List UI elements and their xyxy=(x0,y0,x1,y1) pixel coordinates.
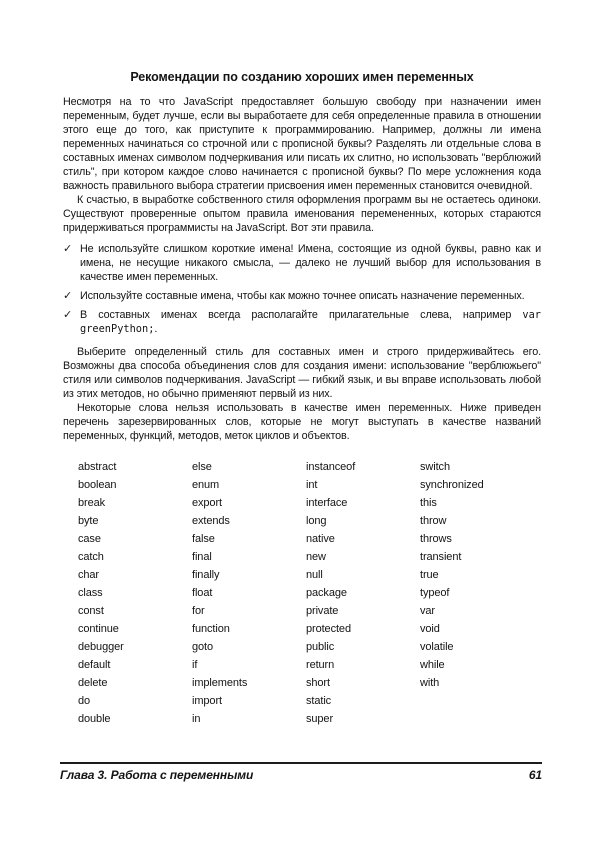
reserved-word: false xyxy=(192,533,215,545)
reserved-word: catch xyxy=(78,551,104,563)
reserved-word: extends xyxy=(192,515,230,527)
reserved-word: void xyxy=(420,623,440,635)
reserved-word: native xyxy=(306,533,335,545)
reserved-word: return xyxy=(306,659,335,671)
reserved-word: char xyxy=(78,569,99,581)
paragraph-style-choice: Выберите определенный стиль для составных имен и строго придерживайтесь его. Возможны два способа объединения слов для создания имени: использование "верблюжьего" стиля или символов подчеркивания. JavaScript — гибкий язык, и вы вправе использовать любой из этих методов, но обычно применяют первый из них. xyxy=(63,346,541,400)
rule-item xyxy=(63,308,541,336)
paragraph-rules-intro: К счастью, в выработке собственного стиля оформления программ вы не остаетесь одиноки. Существуют проверенные опытом правила именования перемененных, которых стараются придерживаться программисты на JavaScript. Вот эти правила. xyxy=(63,194,541,234)
reserved-word: with xyxy=(420,677,440,689)
reserved-word: finally xyxy=(192,569,220,581)
paragraph-reserved-intro: Некоторые слова нельзя использовать в качестве имен переменных. Ниже приведен перечень зарезервированных слов, которые не могут выступать в качестве названий переменных, функций, методов, меток циклов и объектов. xyxy=(63,402,541,442)
checkmark-icon: ✓ xyxy=(63,290,73,302)
reserved-word: switch xyxy=(420,461,450,473)
reserved-word: null xyxy=(306,569,323,581)
reserved-word: instanceof xyxy=(306,461,356,473)
rule-text: Не используйте слишком короткие имена! Имена, состоящие из одной буквы, равно как и имена, не несущие никакого смысла, — далеко не лучший выбор для использования в качестве имен переменных. xyxy=(80,243,541,283)
reserved-word: throws xyxy=(420,533,452,545)
reserved-word: typeof xyxy=(420,587,450,599)
reserved-word: private xyxy=(306,605,339,617)
reserved-word: static xyxy=(306,695,332,707)
code-snippet: var greenPython; xyxy=(80,309,541,335)
rule-text: . xyxy=(154,323,158,335)
reserved-word: this xyxy=(420,497,437,509)
reserved-word: float xyxy=(192,587,213,599)
reserved-word: var xyxy=(420,605,435,617)
reserved-word: export xyxy=(192,497,222,509)
book-page xyxy=(63,0,541,864)
reserved-word: long xyxy=(306,515,327,527)
reserved-word: case xyxy=(78,533,101,545)
reserved-word: do xyxy=(78,695,91,707)
reserved-word: for xyxy=(192,605,205,617)
reserved-word: new xyxy=(306,551,326,563)
reserved-word: interface xyxy=(306,497,348,509)
naming-rules-list xyxy=(63,242,541,336)
reserved-words-column xyxy=(192,458,306,728)
reserved-words-column xyxy=(420,458,484,728)
rule-text: В составных именах всегда располагайте прилагательные слева, например xyxy=(80,309,523,321)
reserved-word: double xyxy=(78,713,111,725)
footer-rule xyxy=(60,762,542,764)
reserved-word: if xyxy=(192,659,198,671)
reserved-word: while xyxy=(420,659,445,671)
reserved-word: int xyxy=(306,479,318,491)
reserved-word: volatile xyxy=(420,641,454,653)
reserved-word: public xyxy=(306,641,335,653)
checkmark-icon: ✓ xyxy=(63,309,73,321)
reserved-words-column xyxy=(306,458,420,728)
page-number: 61 xyxy=(528,768,542,782)
reserved-word: delete xyxy=(78,677,108,689)
reserved-word: break xyxy=(78,497,106,509)
reserved-word: else xyxy=(192,461,212,473)
reserved-word: package xyxy=(306,587,347,599)
reserved-word: throw xyxy=(420,515,447,527)
reserved-word: import xyxy=(192,695,222,707)
reserved-word: transient xyxy=(420,551,462,563)
reserved-word: enum xyxy=(192,479,220,491)
reserved-word: function xyxy=(192,623,230,635)
reserved-word: default xyxy=(78,659,111,671)
reserved-word: short xyxy=(306,677,330,689)
paragraph-intro: Несмотря на то что JavaScript предоставляет большую свободу при назначении имен переменным, будет лучше, если вы выработаете для себя определенные правила в отношении этого еще до того, как приступите к программированию. Например, должны ли имена переменных начинаться со строчной или с прописной буквы? Разделять ли отдельные слова в составных именах символом подчеркивания или писать их слитно, но использовать "верблюжий стиль", при котором каждое слово начинается с прописной буквы? По мере усложнения кода важность правильного выбора стратегии присвоения имен переменных становится очевидной. xyxy=(63,96,541,192)
reserved-words-table xyxy=(63,458,541,728)
rule-text: Используйте составные имена, чтобы как можно точнее описать назначение переменных. xyxy=(80,290,525,302)
reserved-word: goto xyxy=(192,641,214,653)
reserved-word: protected xyxy=(306,623,351,635)
reserved-word: boolean xyxy=(78,479,117,491)
reserved-words-column xyxy=(78,458,192,728)
rule-item xyxy=(63,242,541,284)
reserved-word: final xyxy=(192,551,212,563)
checkmark-icon: ✓ xyxy=(63,243,73,255)
reserved-word: const xyxy=(78,605,104,617)
reserved-word: implements xyxy=(192,677,248,689)
reserved-word: class xyxy=(78,587,103,599)
page-footer xyxy=(60,762,542,782)
reserved-word: abstract xyxy=(78,461,117,473)
reserved-word: true xyxy=(420,569,439,581)
rule-item xyxy=(63,289,541,303)
reserved-word: continue xyxy=(78,623,119,635)
reserved-word: debugger xyxy=(78,641,124,653)
reserved-word: byte xyxy=(78,515,99,527)
page-title: Рекомендации по созданию хороших имен переменных xyxy=(130,70,474,84)
reserved-word: in xyxy=(192,713,201,725)
chapter-title: Глава 3. Работа с переменными xyxy=(60,768,254,782)
reserved-word: super xyxy=(306,713,334,725)
reserved-word: synchronized xyxy=(420,479,484,491)
